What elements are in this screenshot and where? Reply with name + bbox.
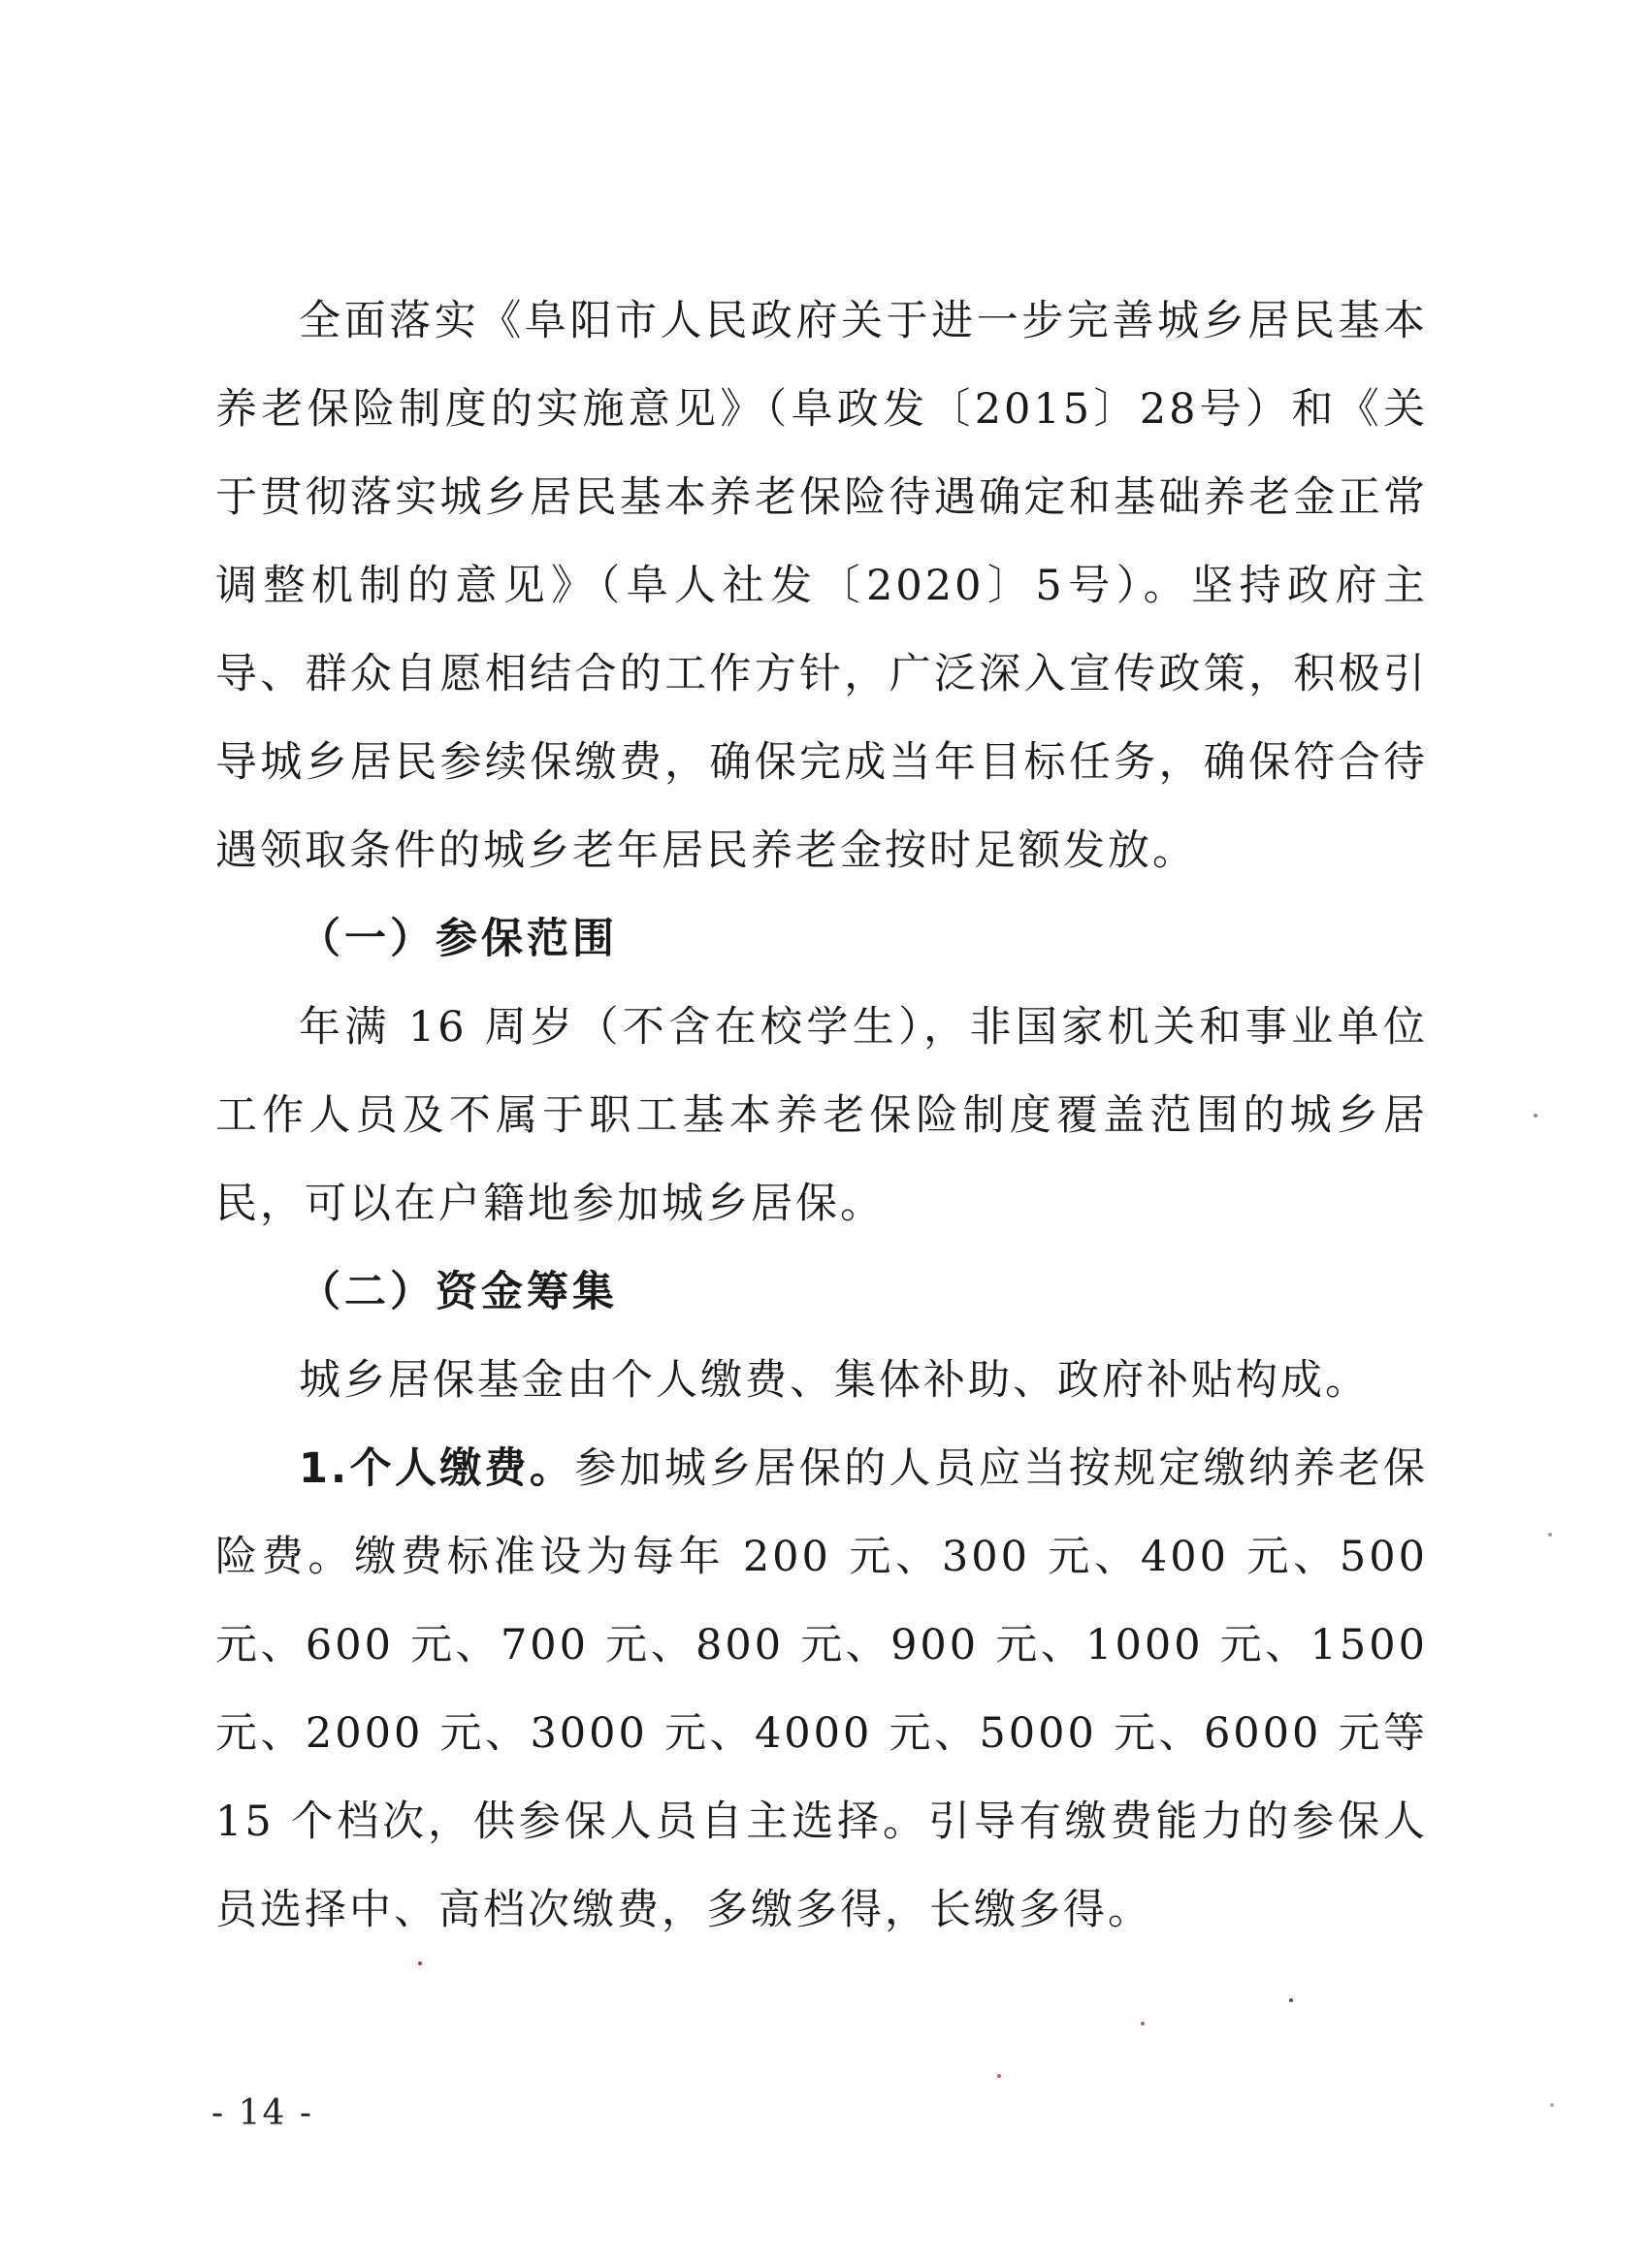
speck: [1289, 1998, 1293, 2002]
speck: [1534, 1114, 1537, 1118]
speck: [418, 1961, 422, 1965]
speck: [997, 2074, 1001, 2078]
body-text: [215, 277, 1428, 1955]
intro-paragraph: 全面落实《阜阳市人民政府关于进一步完善城乡居民基本养老保险制度的实施意见》（阜政发〔2015〕28号）和《关于贯彻落实城乡居民基本养老保险待遇确定和基础养老金正常调整机制的意见》（阜人社发〔2020〕5号）。坚持政府主导、群众自愿相结合的工作方针，广泛深入宣传政策，积极引导城乡居民参续保缴费，确保完成当年目标任务，确保符合待遇领取条件的城乡老年居民养老金按时足额发放。: [215, 297, 1428, 875]
personal-contribution-lead: 1.个人缴费。: [299, 1444, 575, 1493]
funding-paragraph: 城乡居保基金由个人缴费、集体补助、政府补贴构成。: [299, 1356, 1370, 1405]
personal-contribution-body: 参加城乡居保的人员应当按规定缴纳养老保险费。缴费标准设为每年 200 元、300 元、400 元、500 元、600 元、700 元、800 元、900 元、1000 元、1500 元、2000 元、3000 元、4000 元、5000 元、6000 元等 15 个档次，供参保人员自主选择。引导有缴费能力的参保人员选择中、高档次缴费，多缴多得，长缴多得。: [215, 1444, 1429, 1934]
personal-contribution-paragraph: [215, 1425, 1428, 1955]
section-heading-funding: （二）资金筹集: [299, 1268, 618, 1316]
page-number: - 14 -: [211, 2093, 314, 2133]
section-heading-coverage: （一）参保范围: [299, 915, 618, 963]
speck: [1548, 1533, 1552, 1537]
coverage-paragraph: 年满 16 周岁（不含在校学生），非国家机关和事业单位工作人员及不属于职工基本养老保险制度覆盖范围的城乡居民，可以在户籍地参加城乡居保。: [215, 1003, 1428, 1228]
speck: [1550, 2103, 1554, 2107]
speck: [1141, 2022, 1145, 2025]
